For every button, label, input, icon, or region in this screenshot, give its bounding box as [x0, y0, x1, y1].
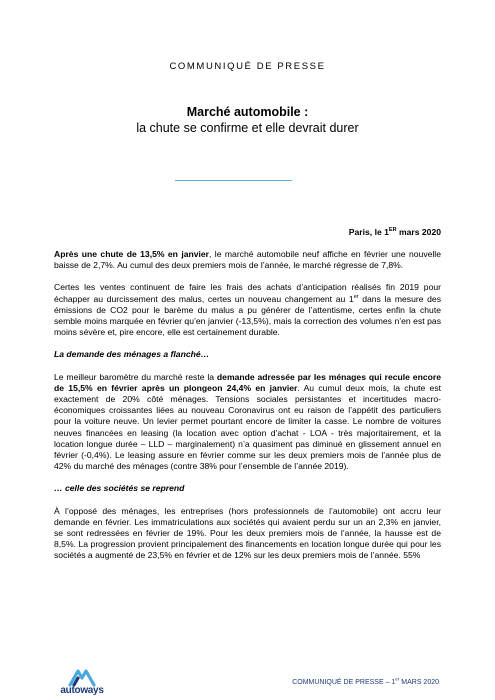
document-title	[0, 104, 495, 136]
title-line-2: la chute se confirme et elle devrait durer	[136, 121, 359, 135]
dateline	[349, 227, 441, 237]
paragraph-3-text-b: . Au cumul deux mois, la chute est exactement de 20% côté ménages. Tensions sociales persistantes et incertitudes macro-économiques croissantes liées au nouveau Coronavirus ont eu raison de l’appétit des particuliers pour la voiture neuve. Un levier permet pourtant encore de limiter la casse. Le nombre de voitures neuves financées en leasing (la location avec option d’achat - LOA - très majoritairement, et la location longue durée – LLD – marginalement) n’a quasiment pas diminué en glissement annuel en février (-0,4%). Le leasing assure en février comme sur les deux premiers mois de l’année plus de 42% du marché des ménages (contre 38% pour l’ensemble de l’année 2019).	[54, 382, 442, 472]
paragraph-3	[54, 372, 441, 473]
paragraph-1-text: , le marché automobile neuf affiche en février une nouvelle baisse de 2,7%. Au cumul des deux premiers mois de l’année, le marché régresse de 7,8%.	[54, 249, 441, 271]
autoways-logo	[52, 665, 112, 697]
paragraph-2	[54, 282, 441, 338]
article-body	[54, 249, 441, 573]
paragraph-1	[54, 249, 441, 271]
title-divider	[175, 180, 292, 181]
section-heading-households: La demande des ménages a flanché…	[54, 349, 210, 360]
document-type-label: COMMUNIQUÉ DE PRESSE	[169, 61, 326, 72]
logo-mark-icon	[52, 665, 112, 687]
section-heading-companies: … celle des sociétés se reprend	[54, 483, 185, 494]
paragraph-2-superscript: er	[353, 293, 359, 300]
dateline-text: Paris, le 1	[348, 227, 389, 237]
footer-date: MARS 2020	[399, 679, 439, 686]
title-line-1: Marché automobile :	[186, 105, 309, 119]
paragraph-2-text-a: Certes les ventes continuent de faire les frais des achats d’anticipation réalisés fin 2019 pour échapper au durcissement des malus, certes un nouveau changement au 1	[54, 282, 441, 304]
footer-text: COMMUNIQUÉ DE PRESSE – 1	[292, 679, 396, 686]
paragraph-1-lead: Après une chute de 13,5% en janvier	[54, 249, 210, 259]
footer-superscript: er	[395, 676, 400, 682]
logo-wordmark: autoways	[60, 685, 104, 696]
page-footer	[292, 676, 439, 686]
paragraph-4: À l’opposé des ménages, les entreprises (hors professionnels de l’automobile) ont accru leur demande en février. Les immatriculations aux sociétés qui avaient perdu sur un an 2,3% en janvier, se sont redressées en février de 19%. Pour les deux premiers mois de l’année, la hausse est de 8,5%. La progression provient principalement des financements en location longue durée qui pour les sociétés a augmenté de 23,5% en février et de 12% sur les deux premiers mois de l’année. 55%	[54, 505, 441, 561]
paragraph-3-text-a: Le meilleur baromètre du marché reste la	[54, 371, 217, 382]
paragraph-2-text-b: dans la mesure des émissions de CO2 pour le barème du malus a pu générer de l’attentisme, certes enfin la chute semble moins marquée en février qu’en janvier (-13,5%), mais la correction des volumes n’en est pas moins sévère et, pire encore, elle est certainement durable.	[54, 293, 441, 338]
dateline-superscript: ER	[388, 227, 397, 234]
paragraph-3-highlight: demande adressée par les ménages qui recule encore de 15,5% en février après un plongeon 24,4% en janvier	[54, 371, 441, 393]
dateline-month: mars 2020	[396, 227, 441, 237]
